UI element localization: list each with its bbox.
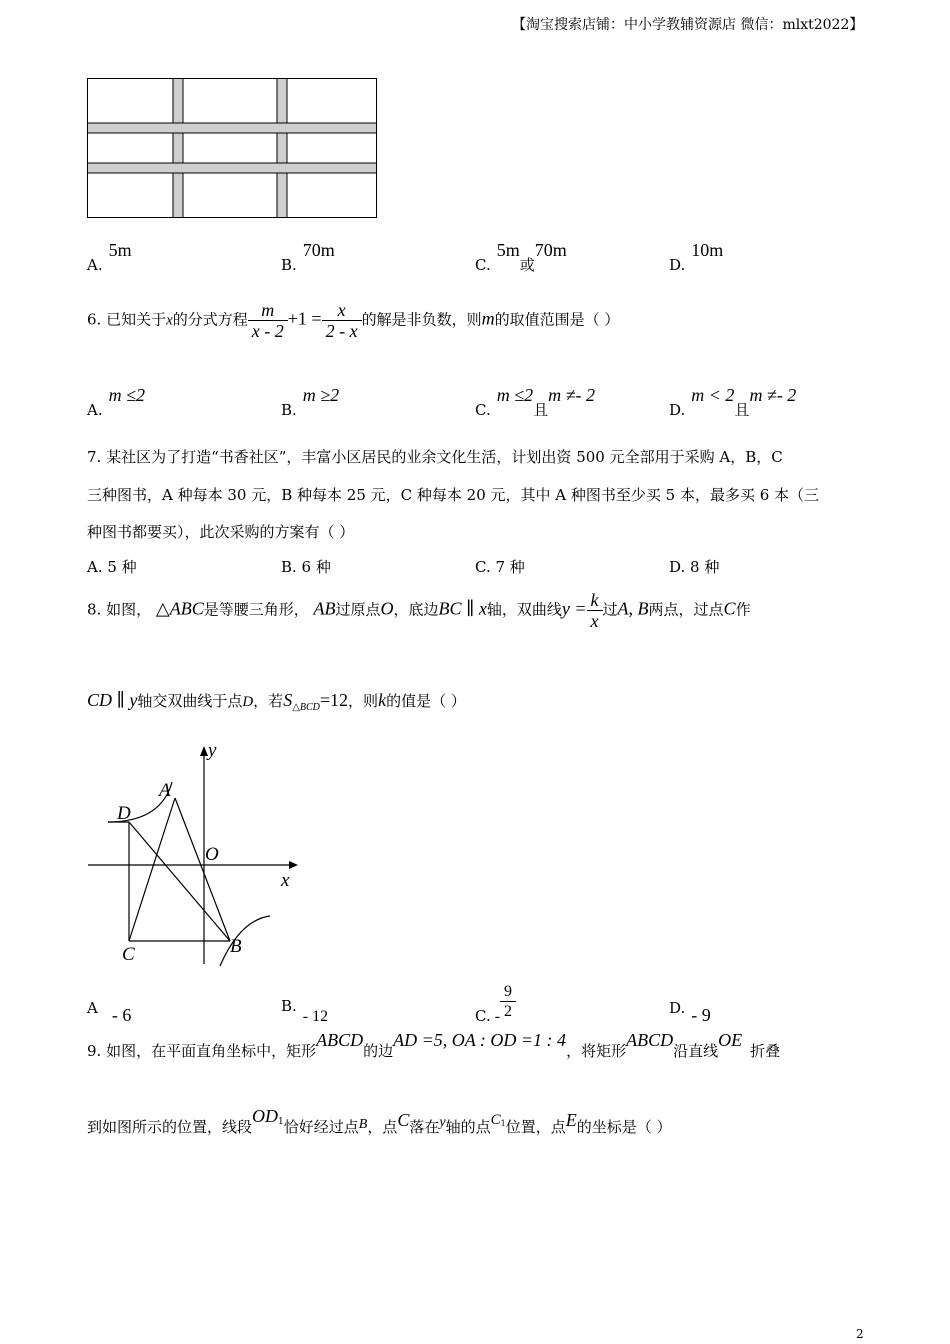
q8-stem-line-1: 8. 如图， △ABC是等腰三角形， AB过原点O，底边BC ∥ x轴，双曲线y = $\frac{k}{x}$ 过A, B两点，过点C作 [87,590,751,631]
x-axis-arrow [289,861,298,869]
vertical-road-1 [173,79,183,218]
q6-stem: 6. 已知关于x的分式方程 $\frac{m}{x - 2}$ +1 = $\frac{x}{2 - x}$ 的解是非负数，则m的取值范围是（ ） [87,300,620,341]
q8-option-c[interactable]: C. - $\frac{9}{2}$ [475,982,516,1021]
label-x: x [281,870,290,891]
q5-option-c[interactable]: C.5m或70m [475,240,567,274]
segment-ca [129,798,175,941]
q7-option-a[interactable]: A. 5 种 [87,558,137,576]
y-axis-arrow [200,746,208,756]
vertical-road-2 [277,79,287,218]
label-d: D [117,803,131,824]
page-number: 2 [856,1327,864,1341]
q6-option-d[interactable]: D.m < 2且m ≠- 2 [669,385,797,419]
road-grid-figure [86,77,380,221]
q9-stem-line-2: 到如图所示的位置，线段$OD_1$恰好经过点B，点C落在y轴的点$C_1$位置，点E的坐标是（ ） [87,1106,672,1136]
q7-line-1: 7. 某社区为了打造“书香社区”，丰富小区居民的业余文化生活，计划出资 500 元全部用于采购 A，B，C [87,448,783,466]
q5-option-a[interactable]: A.5m [87,240,132,274]
q8-figure [86,742,301,972]
q8-stem-line-2: CD ∥ y轴交双曲线于点D，若$S_{\triangle BCD}=12$，则k的值是（ ） [87,690,466,713]
q7-option-c[interactable]: C. 7 种 [475,558,525,576]
q8-option-d[interactable]: D. - 9 [669,999,711,1025]
q5-option-b[interactable]: B.70m [281,240,335,274]
horizontal-road-1 [88,123,377,133]
q6-fraction-1: $\frac{m}{x - 2}$ [248,300,288,341]
q5-option-d[interactable]: D.10m [669,240,724,274]
horizontal-road-2 [88,163,377,173]
segment-db [129,822,230,941]
q7-line-3: 种图书都要买），此次采购的方案有（ ） [87,523,355,541]
q9-stem-line-1: 9. 如图，在平面直角坐标中，矩形ABCD的边AD =5, OA : OD =1 : 4，将矩形ABCD沿直线OE折叠 [87,1030,781,1060]
label-y: y [208,742,217,761]
q7-option-b[interactable]: B. 6 种 [281,558,331,576]
q8-option-a[interactable]: A - 6 [87,999,132,1025]
page-header: 【淘宝搜索店铺：中小学教辅资源店 微信：mlxt2022】 [512,17,864,33]
label-o: O [205,844,219,865]
q6-fraction-2: $\frac{x}{2 - x}$ [322,300,362,341]
q7-option-d[interactable]: D. 8 种 [669,558,720,576]
q6-option-c[interactable]: C.m ≤2且m ≠- 2 [475,385,595,419]
label-b: B [230,936,242,957]
segment-ab [175,798,230,941]
label-c: C [122,944,135,965]
q6-option-b[interactable]: B.m ≥2 [281,385,340,419]
q8-option-b[interactable]: B.- 12 [281,997,329,1025]
q7-line-2: 三种图书，A 种每本 30 元，B 种每本 25 元，C 种每本 20 元，其中 A 种图书至少买 5 本，最多买 6 本（三 [87,486,820,504]
q6-option-a[interactable]: A.m ≤2 [87,385,145,419]
label-a: A [159,780,171,801]
